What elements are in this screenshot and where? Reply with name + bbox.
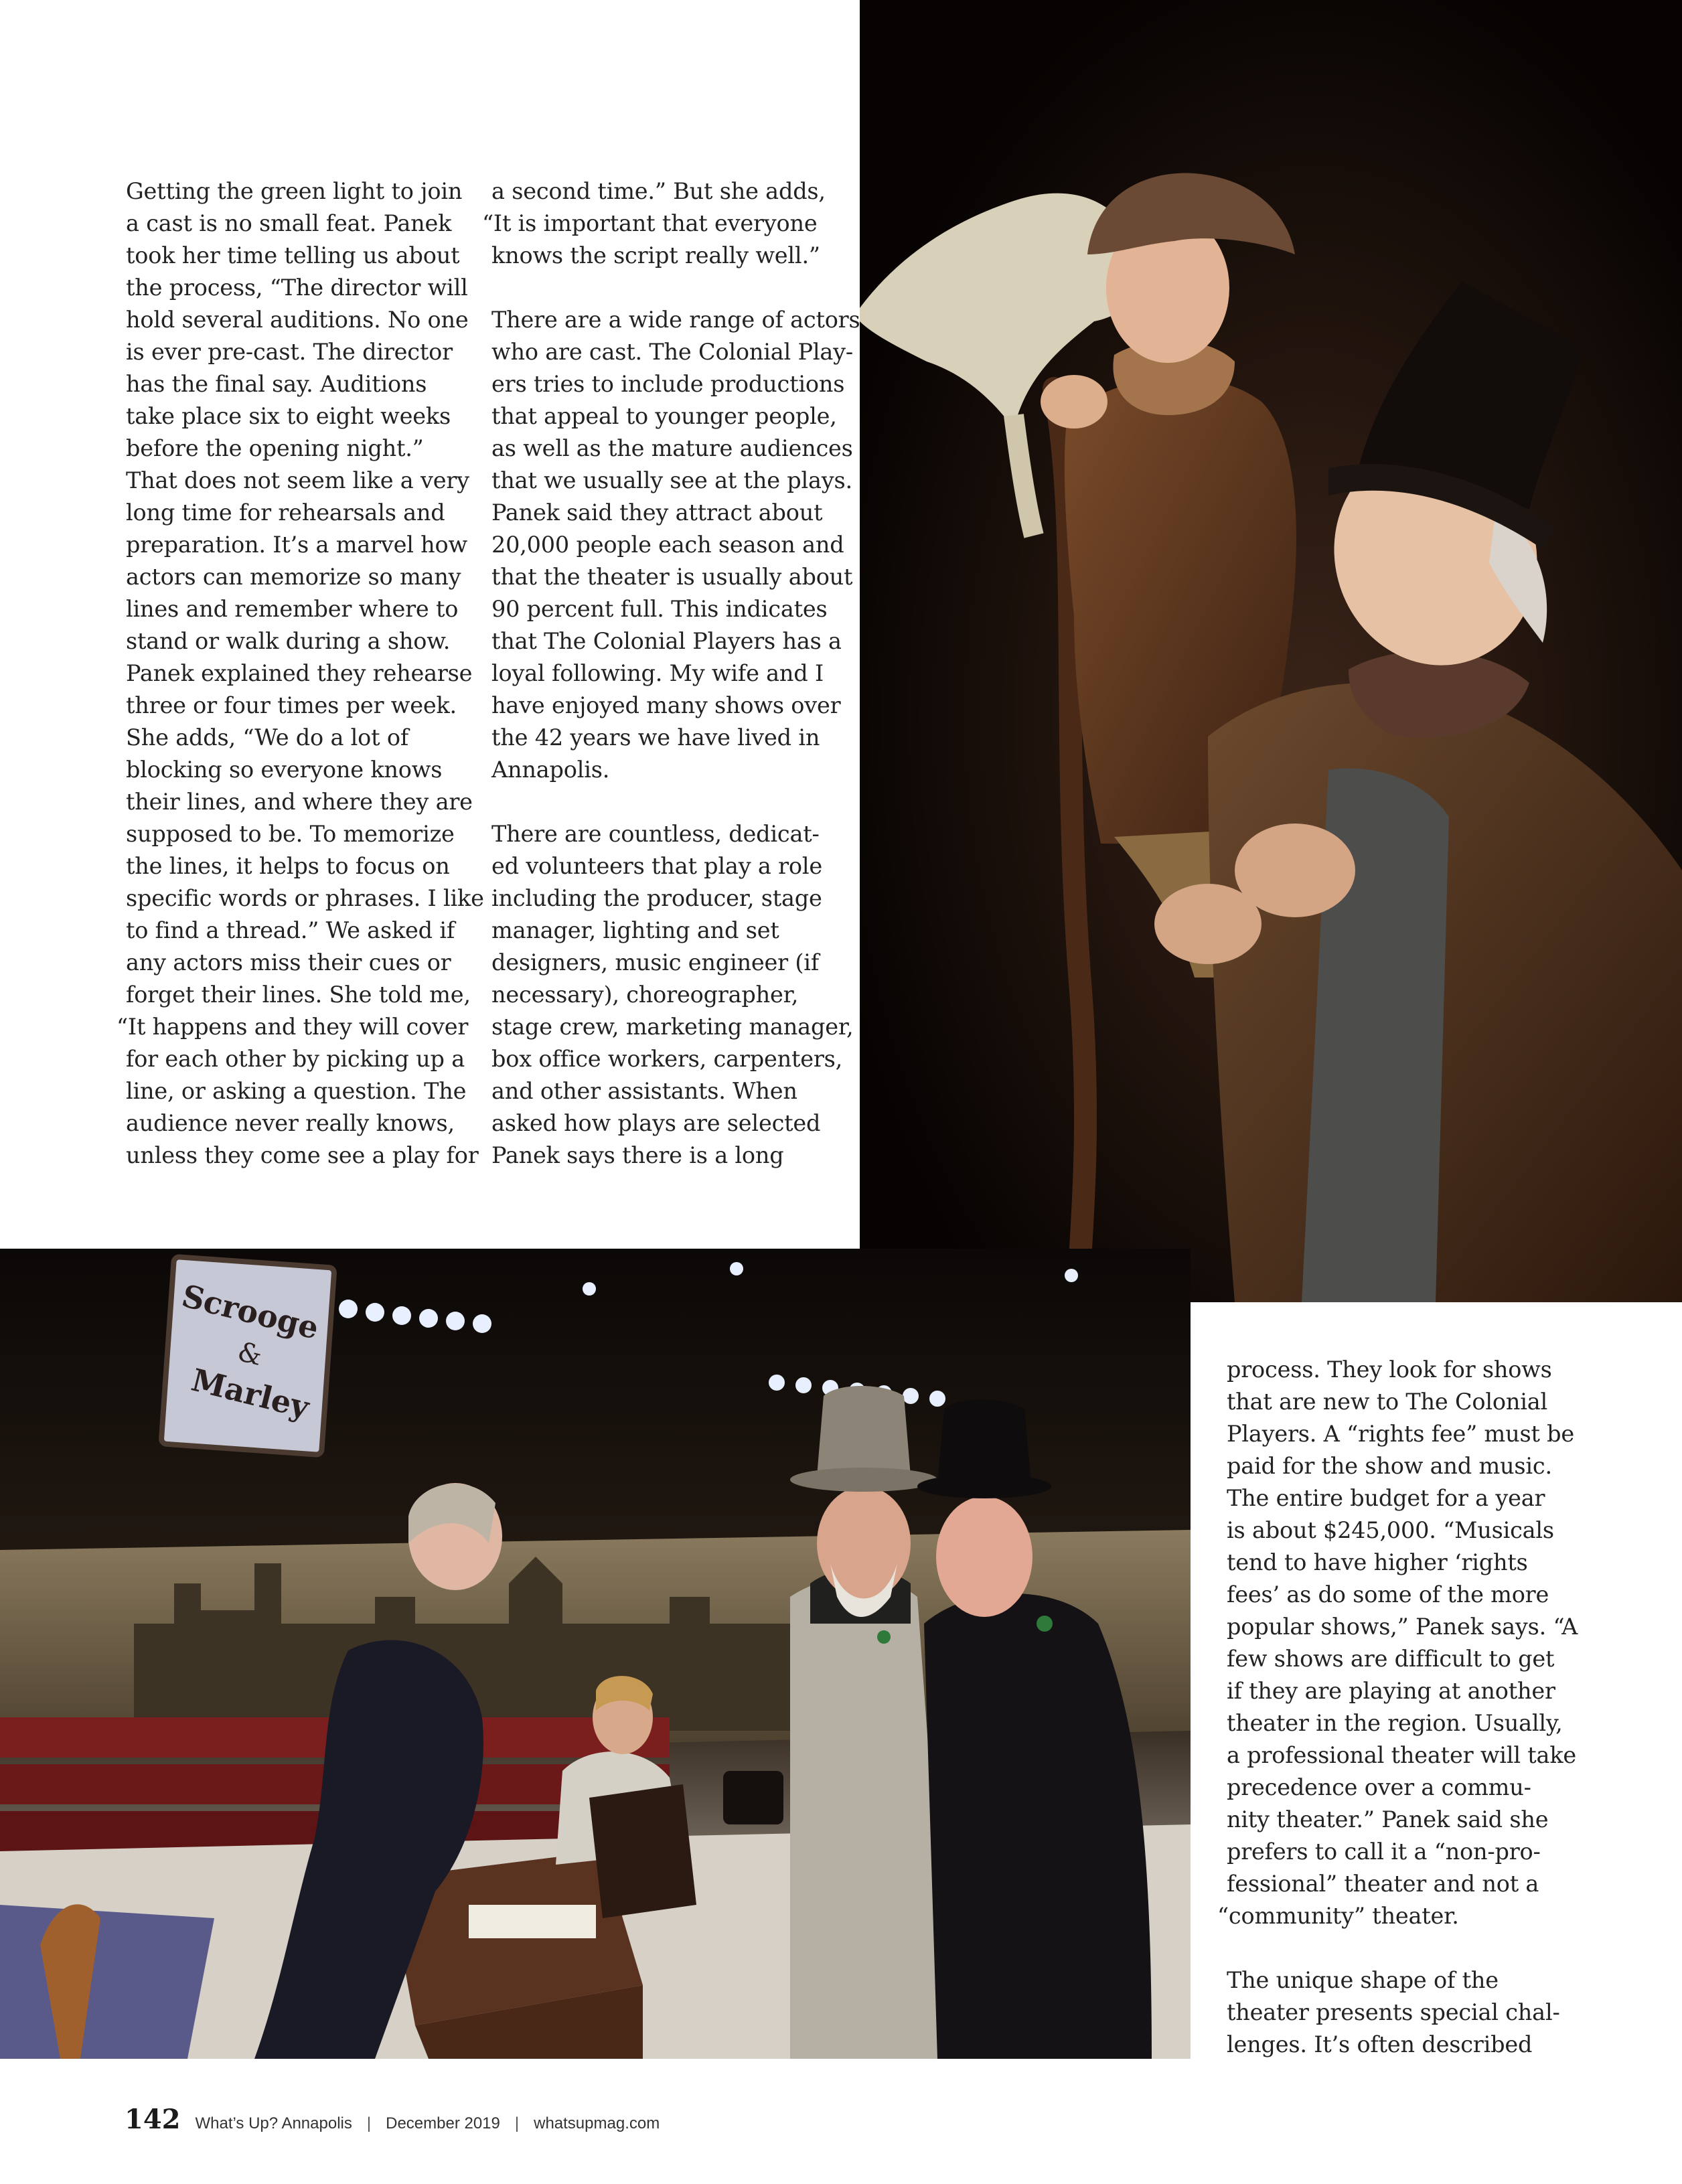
article-text-line: “It is important that everyone	[482, 210, 818, 236]
article-text-line: three or four times per week.	[126, 692, 457, 718]
article-text-line: The unique shape of the	[1227, 1967, 1499, 1993]
sign-text-line-1: Scrooge	[178, 1277, 323, 1346]
article-text-line: She adds, “We do a lot of	[126, 724, 409, 751]
article-text-line: unless they come see a play for	[126, 1142, 479, 1168]
article-text-line: fessional” theater and not a	[1227, 1871, 1539, 1897]
article-text-line: designers, music engineer (if	[491, 949, 820, 976]
article-text-line: Players. A “rights fee” must be	[1227, 1421, 1575, 1447]
article-text-line: There are a wide range of actors	[491, 307, 860, 333]
photo-boy-and-actor	[860, 0, 1682, 1302]
article-text-line: “community” theater.	[1217, 1903, 1459, 1929]
article-text-line: a cast is no small feat. Panek	[126, 210, 452, 236]
footer-separator: |	[514, 2114, 520, 2132]
publication-name: What’s Up? Annapolis	[195, 2114, 352, 2132]
article-text-line: specific words or phrases. I like	[126, 885, 484, 911]
article-text-line: is ever pre-cast. The director	[126, 339, 453, 365]
article-text-line: take place six to eight weeks	[126, 403, 451, 429]
article-text-line: actors can memorize so many	[126, 564, 461, 590]
article-text-line: Panek said they attract about	[491, 499, 823, 526]
article-text-line: a second time.” But she adds,	[491, 178, 826, 204]
article-text-line: to find a thread.” We asked if	[126, 917, 455, 943]
article-text-line: That does not seem like a very	[126, 467, 469, 493]
article-text-line: fees’ as do some of the more	[1227, 1581, 1549, 1608]
article-column-2	[482, 175, 860, 1172]
paragraph-break	[491, 272, 840, 304]
article-text-line: paid for the show and music.	[1227, 1453, 1552, 1479]
article-text-line: and other assistants. When	[491, 1078, 797, 1104]
article-text-line: 20,000 people each season and	[491, 532, 844, 558]
article-text-line: supposed to be. To memorize	[126, 821, 455, 847]
article-text-line: popular shows,” Panek says. “A	[1227, 1614, 1578, 1640]
article-text-line: precedence over a commu-	[1227, 1774, 1531, 1800]
article-text-line: a professional theater will take	[1227, 1742, 1577, 1768]
article-text-line: the lines, it helps to focus on	[126, 853, 450, 879]
article-text-line: for each other by picking up a	[126, 1046, 465, 1072]
article-text-line: before the opening night.”	[126, 435, 424, 461]
article-text-line: that appeal to younger people,	[491, 403, 837, 429]
article-text-line: tend to have higher ‘rights	[1227, 1549, 1528, 1575]
article-text-line: few shows are difficult to get	[1227, 1646, 1555, 1672]
article-text-line: 90 percent full. This indicates	[491, 596, 828, 622]
article-text-line: hold several auditions. No one	[126, 307, 469, 333]
article-text-line: lenges. It’s often described	[1227, 2031, 1533, 2057]
article-text-line: the process, “The director will	[126, 275, 468, 301]
website-link[interactable]: whatsupmag.com	[534, 2114, 660, 2132]
article-text-line: that we usually see at the plays.	[491, 467, 852, 493]
article-text-line: ers tries to include productions	[491, 371, 845, 397]
article-text-line: manager, lighting and set	[491, 917, 779, 943]
article-text-line: “It happens and they will cover	[117, 1014, 469, 1040]
article-text-line: process. They look for shows	[1227, 1356, 1552, 1383]
article-text-line: audience never really knows,	[126, 1110, 455, 1136]
article-text-line: prefers to call it a “non-pro-	[1227, 1839, 1541, 1865]
article-text-line: lines and remember where to	[126, 596, 459, 622]
article-text-line: the 42 years we have lived in	[491, 724, 820, 751]
article-text-line: who are cast. The Colonial Play-	[491, 339, 853, 365]
issue-date: December 2019	[386, 2114, 500, 2132]
article-text-line: theater in the region. Usually,	[1227, 1710, 1563, 1736]
sign-text-line-3: Marley	[187, 1361, 313, 1426]
article-text-line: knows the script really well.”	[491, 242, 820, 268]
paragraph-break	[1227, 1932, 1602, 1964]
article-text-line: Panek explained they rehearse	[126, 660, 473, 686]
article-text-line: any actors miss their cues or	[126, 949, 451, 976]
article-text-line: their lines, and where they are	[126, 789, 473, 815]
article-text-line: if they are playing at another	[1227, 1678, 1555, 1704]
page-footer	[125, 2104, 660, 2135]
article-text-line: as well as the mature audiences	[491, 435, 853, 461]
article-text-line: The entire budget for a year	[1227, 1485, 1545, 1511]
article-text-line: nity theater.” Panek said she	[1227, 1806, 1549, 1832]
article-text-line: has the final say. Auditions	[126, 371, 427, 397]
page-number: 142	[125, 2104, 181, 2135]
article-text-line: including the producer, stage	[491, 885, 822, 911]
article-text-line: blocking so everyone knows	[126, 757, 443, 783]
article-text-line: took her time telling us about	[126, 242, 460, 268]
article-text-line: have enjoyed many shows over	[491, 692, 841, 718]
paragraph-break	[491, 786, 840, 818]
footer-separator: |	[366, 2114, 372, 2132]
article-text-line: Annapolis.	[491, 757, 610, 783]
article-text-line: preparation. It’s a marvel how	[126, 532, 467, 558]
article-text-line: asked how plays are selected	[491, 1110, 821, 1136]
article-text-line: theater presents special chal-	[1227, 1999, 1560, 2025]
article-text-line: long time for rehearsals and	[126, 499, 445, 526]
article-text-line: that the theater is usually about	[491, 564, 853, 590]
article-text-line: ed volunteers that play a role	[491, 853, 823, 879]
article-text-line: forget their lines. She told me,	[126, 982, 471, 1008]
sign-text-line-2: &	[234, 1336, 265, 1373]
article-text-line: stage crew, marketing manager,	[491, 1014, 854, 1040]
article-column-1	[117, 175, 484, 1172]
photo-stage-scene	[0, 1249, 1191, 2059]
article-text-line: loyal following. My wife and I	[491, 660, 824, 686]
article-column-3	[1217, 1354, 1602, 2061]
article-text-line: There are countless, dedicat-	[491, 821, 820, 847]
article-text-line: Panek says there is a long	[491, 1142, 784, 1168]
article-text-line: line, or asking a question. The	[126, 1078, 467, 1104]
article-text-line: that are new to The Colonial	[1227, 1389, 1548, 1415]
article-text-line: necessary), choreographer,	[491, 982, 799, 1008]
article-text-line: that The Colonial Players has a	[491, 628, 842, 654]
article-text-line: Getting the green light to join	[126, 178, 463, 204]
article-text-line: is about $245,000. “Musicals	[1227, 1517, 1554, 1543]
article-text-line: stand or walk during a show.	[126, 628, 451, 654]
article-text-line: box office workers, carpenters,	[491, 1046, 843, 1072]
